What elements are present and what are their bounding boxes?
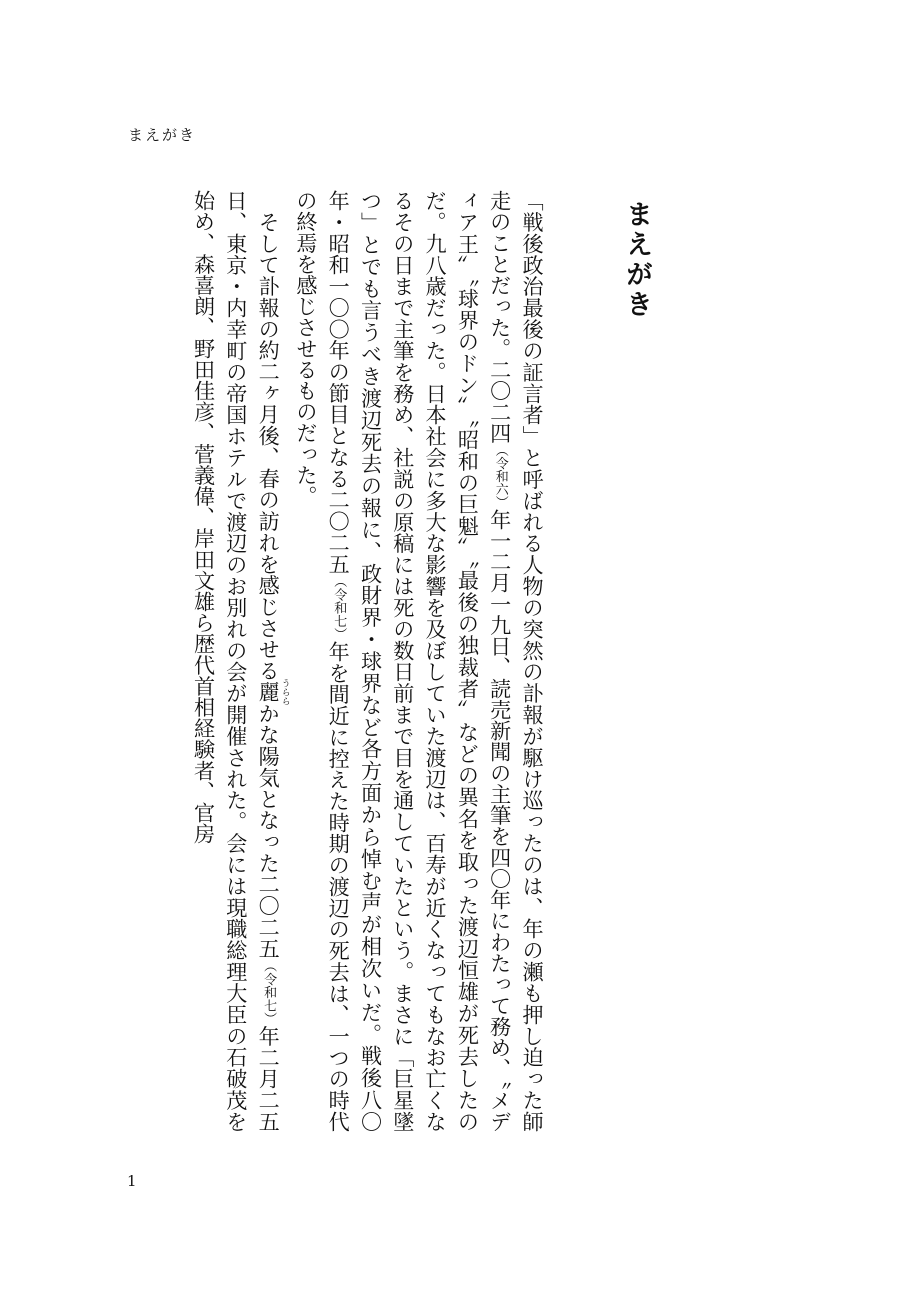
ruby-base: 麗 xyxy=(256,678,282,706)
era-annotation: （令和六） xyxy=(492,443,508,509)
text-run: かな陽気となった二〇二五 xyxy=(256,702,282,960)
page-number: 1 xyxy=(127,1172,137,1190)
text-run: 年を間近に控えた時期の渡辺の死去は、一つの時代の終焉を感じさせるものだった。 xyxy=(293,190,352,1132)
era-annotation: （令和七） xyxy=(261,959,277,1026)
paragraph-1 xyxy=(290,190,548,1132)
running-head: まえがき xyxy=(128,126,197,144)
chapter-title: まえがき xyxy=(621,200,653,320)
body-text xyxy=(187,190,548,1132)
ruby-reading: うらら xyxy=(279,678,290,706)
era-annotation: （令和七） xyxy=(331,574,347,641)
paragraph-2 xyxy=(187,190,289,1132)
text-run: そして訃報の約二ヶ月後、春の訪れを感じさせる xyxy=(256,211,282,682)
text-run: 年二月二五日、東京・内幸町の帝国ホテルで渡辺のお別れの会が開催された。会には現職総理大臣の石破茂を始め、森喜朗、野田佳彦、菅義偉、岸田文雄ら歴代首相経験者、官房 xyxy=(191,190,282,1133)
text-run: 年一二月一九日、読売新聞の主筆を四〇年にわたって務め、〝メディア王〟〝球界のドン〟〝昭和の巨魁〟〝最後の独裁者〟などの異名を取った渡辺恒雄が死去したのだ。九八歳だった。日本社会に多大な影響を及ぼしていた渡辺は、百寿が近くなってもなお亡くなるその日まで主筆を務め、社説の原稿には死の数日前まで目を通していたという。まさに「巨星墜つ」とでも言うべき渡辺死去の報に、政財界・球界など各方面から悼む声が相次いだ。戦後八〇年・昭和一〇〇年の節目となる二〇二五 xyxy=(326,190,513,1133)
ruby-word xyxy=(256,678,290,706)
text-run: 「戦後政治最後の証言者」と呼ばれる人物の突然の訃報が駆け巡ったのは、年の瀬も押し迫った師走のことだった。二〇二四 xyxy=(487,190,545,1132)
